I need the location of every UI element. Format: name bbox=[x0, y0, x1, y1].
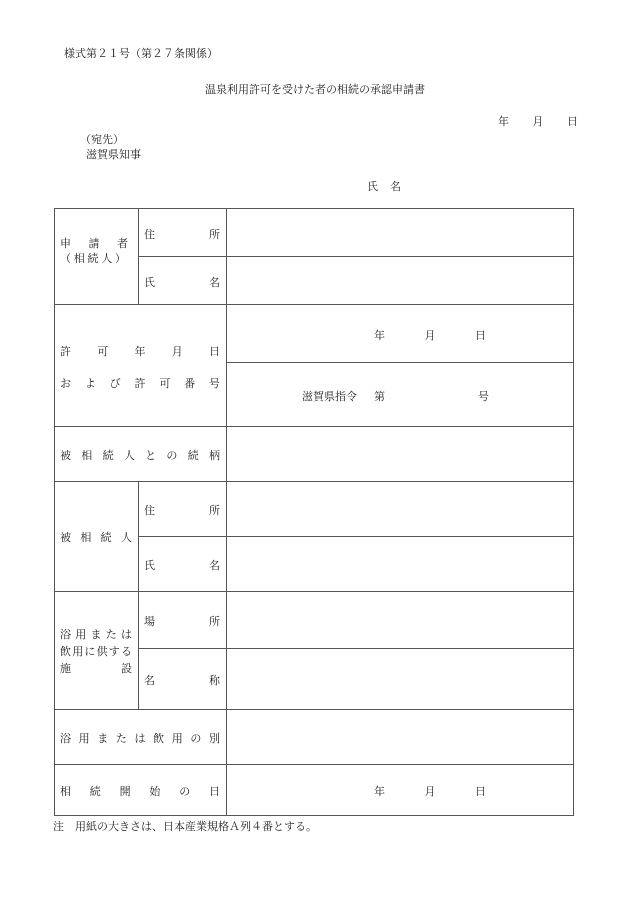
applicant-name-field-label: 氏 名 bbox=[144, 276, 220, 289]
divider bbox=[54, 709, 574, 710]
month-label: 月 bbox=[532, 115, 544, 128]
applicant-address-label: 住 所 bbox=[144, 228, 220, 241]
divider bbox=[54, 591, 574, 592]
form-number: 様式第２１号（第２７条関係） bbox=[64, 47, 218, 60]
divider bbox=[226, 208, 227, 816]
applicant-sublabel: （ 相 続 人 ） bbox=[60, 252, 126, 265]
applicant-label: 申 請 者 bbox=[60, 237, 128, 250]
use-type-label: 浴 用 ま た は 飲 用 の 別 bbox=[60, 732, 220, 745]
divider bbox=[54, 304, 574, 305]
divider bbox=[54, 481, 574, 482]
relationship-label: 被 相 続 人 と の 続 柄 bbox=[60, 449, 220, 462]
divider bbox=[54, 764, 574, 765]
decedent-name-label: 氏 名 bbox=[144, 559, 220, 572]
divider bbox=[138, 481, 139, 709]
footnote: 注 用紙の大きさは、日本産業規格Ａ列４番とする。 bbox=[53, 820, 317, 833]
divider bbox=[54, 426, 574, 427]
day-label: 日 bbox=[567, 115, 578, 128]
divider bbox=[226, 362, 574, 363]
addressee: 滋賀県知事 bbox=[86, 148, 141, 161]
document-title: 温泉利用許可を受けた者の相続の承認申請書 bbox=[205, 83, 425, 96]
table-border bbox=[54, 208, 574, 816]
permit-number-go: 号 bbox=[478, 390, 489, 403]
facility-label-line2: 飲 用 に 供 す る bbox=[60, 645, 132, 658]
inheritance-start-label: 相 続 開 始 の 日 bbox=[60, 785, 220, 798]
applicant-name-label: 氏 名 bbox=[367, 180, 401, 193]
permit-number-dai: 第 bbox=[374, 390, 385, 403]
facility-label-line3: 施 設 bbox=[60, 662, 132, 675]
facility-location-label: 場 所 bbox=[144, 615, 220, 628]
decedent-address-label: 住 所 bbox=[144, 504, 220, 517]
permit-number-prefix: 滋賀県指令 bbox=[302, 390, 357, 403]
divider bbox=[138, 256, 574, 257]
addressee-label: （宛先） bbox=[80, 133, 124, 146]
application-form-table bbox=[54, 208, 574, 816]
divider bbox=[138, 208, 139, 304]
permit-date-value: 年 月 日 bbox=[374, 329, 486, 342]
permit-date-label: 許 可 年 月 日 bbox=[60, 345, 220, 358]
facility-label-line1: 浴 用 ま た は bbox=[60, 628, 132, 641]
decedent-label: 被 相 続 人 bbox=[60, 531, 132, 544]
inheritance-start-date-value: 年 月 日 bbox=[374, 785, 486, 798]
permit-number-label: お よ び 許 可 番 号 bbox=[60, 377, 220, 390]
year-label: 年 bbox=[498, 115, 509, 128]
submission-date bbox=[498, 113, 578, 129]
divider bbox=[138, 536, 574, 537]
divider bbox=[138, 648, 574, 649]
facility-name-label: 名 称 bbox=[144, 674, 220, 687]
